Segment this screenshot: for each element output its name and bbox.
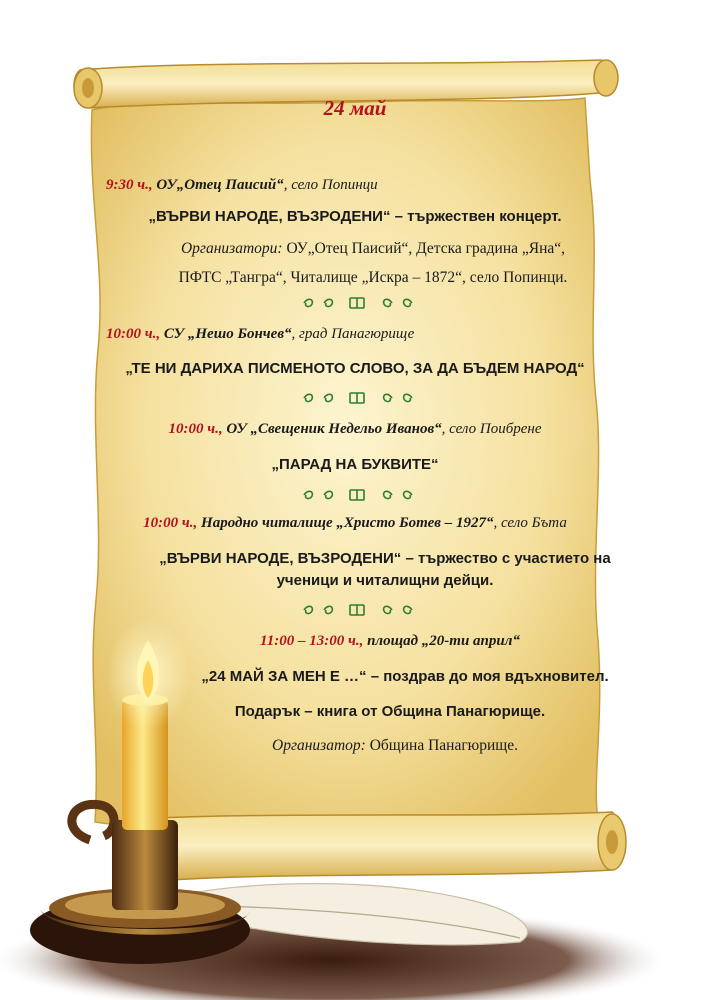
event-5-gift: Подарък – книга от Община Панагюрище.: [234, 703, 546, 720]
event-venue: Народно читалище „Христо Ботев – 1927“: [201, 515, 494, 531]
event-time: 10:00 ч.,: [143, 515, 198, 531]
event-time: 10:00 ч.,: [168, 421, 223, 437]
event-place: , град Панагюрище: [291, 326, 415, 342]
event-venue: площад „20-ти април“: [367, 633, 520, 649]
event-time: 9:30 ч.,: [106, 177, 153, 193]
event-place: , село Поибрене: [441, 421, 542, 437]
event-venue: ОУ„Отец Паисий“: [156, 177, 284, 193]
event-3-header: [70, 421, 640, 438]
event-2-title: „ТЕ НИ ДАРИХА ПИСМЕНОТО СЛОВО, ЗА ДА БЪДЕМ НАРОД“: [125, 360, 585, 377]
event-4-header: [70, 515, 640, 532]
event-3-title: „ПАРАД НА БУКВИТЕ“: [271, 456, 439, 473]
organizer-label: Организатор:: [272, 737, 366, 754]
ornament-divider-icon: [298, 602, 418, 618]
organizers-line: ОУ„Отец Паисий“, Детска градина „Яна“,: [282, 240, 566, 257]
event-5-header: [70, 633, 640, 650]
event-time: 10:00 ч.,: [106, 326, 161, 342]
event-place: , село Попинци: [283, 177, 378, 193]
event-1-header: [70, 177, 640, 194]
event-5-organizer: [70, 737, 640, 755]
event-5-title: „24 МАЙ ЗА МЕН Е …“ – поздрав до моя вдъхновител.: [201, 668, 609, 685]
page-title: 24 май: [323, 96, 387, 120]
organizers-label: Организатори:: [180, 240, 283, 257]
organizer-line: Община Панагюрище.: [365, 737, 518, 754]
event-4-title-line2: ученици и читалищни дейци.: [276, 572, 494, 589]
event-1-title: „ВЪРВИ НАРОДЕ, ВЪЗРОДЕНИ“ – тържествен концерт.: [148, 208, 562, 225]
event-program: [70, 0, 640, 1000]
event-time: 11:00 – 13:00 ч.,: [260, 633, 364, 649]
event-place: , село Бъта: [493, 515, 567, 531]
event-venue: ОУ „Свещеник Недельо Иванов“: [226, 421, 442, 437]
event-venue: СУ „Нешо Бончев“: [163, 326, 292, 342]
event-1-organizers: [70, 240, 640, 258]
ornament-divider-icon: [298, 390, 418, 406]
ornament-divider-icon: [298, 295, 418, 311]
event-4-title: „ВЪРВИ НАРОДЕ, ВЪЗРОДЕНИ“ – тържество с участието на: [159, 550, 611, 567]
event-1-organizers-line2: ПФТС „Тангра“, Читалище „Искра – 1872“, село Попинци.: [178, 269, 568, 286]
event-2-header: [70, 326, 640, 343]
ornament-divider-icon: [298, 487, 418, 503]
